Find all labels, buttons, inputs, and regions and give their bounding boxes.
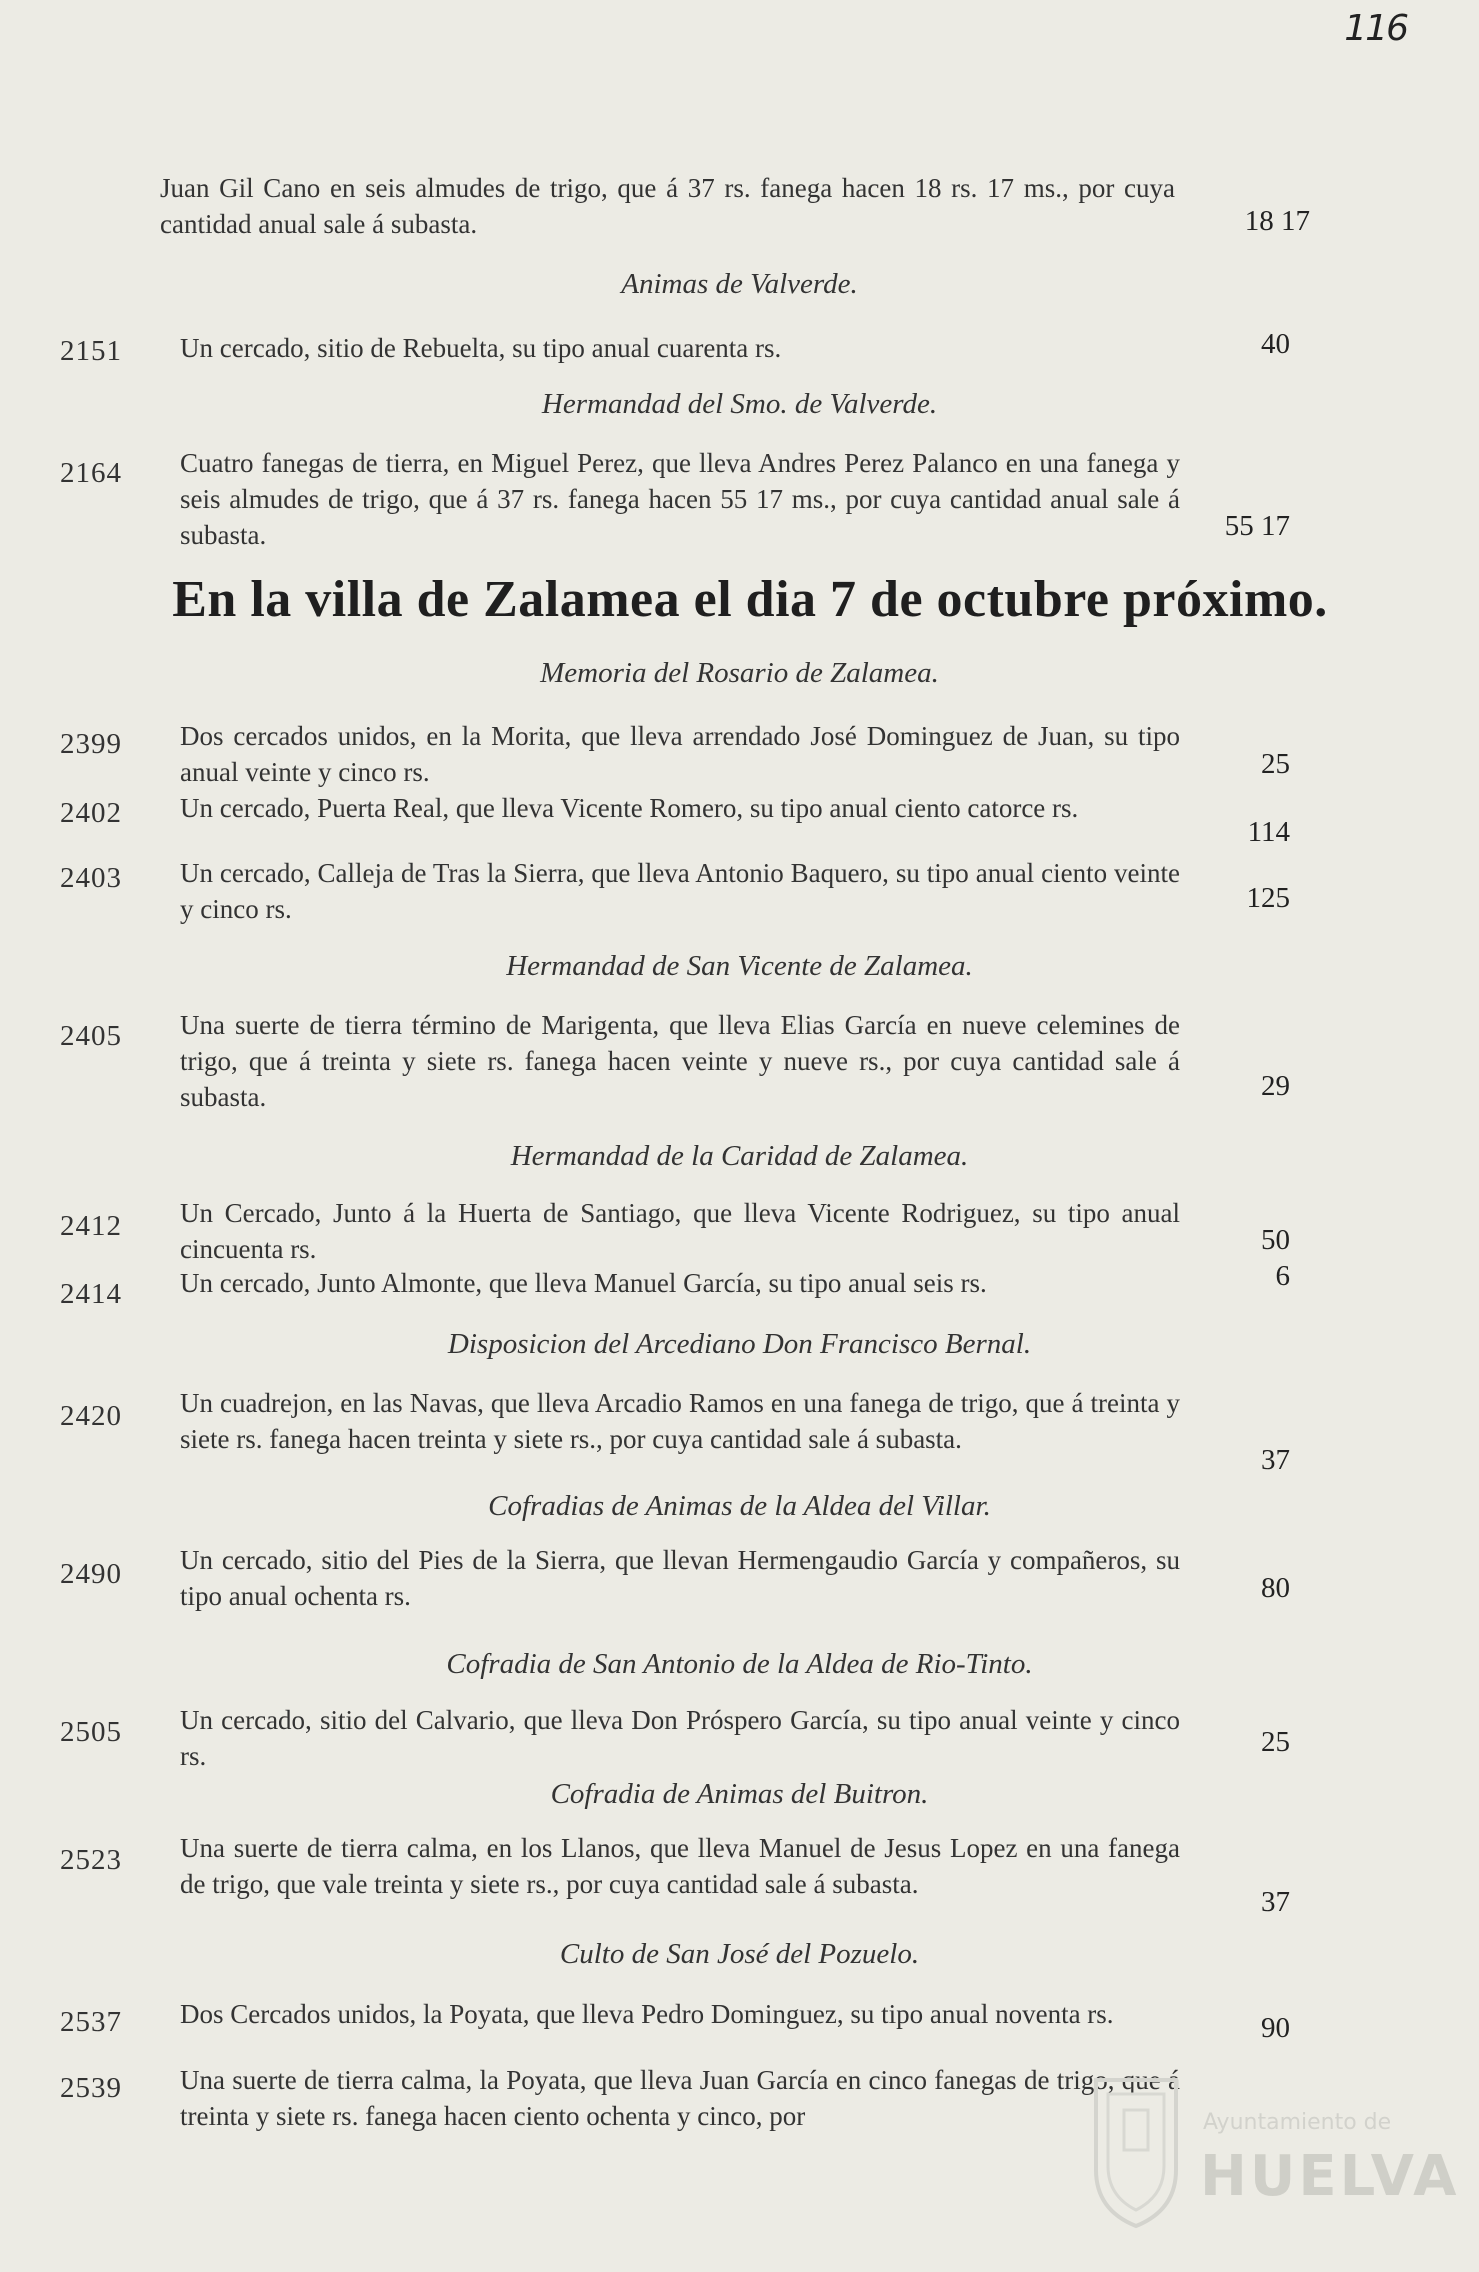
entry-text: Un cercado, sitio del Calvario, que lleva Don Próspero García, su tipo anual veinte y cinco rs. <box>180 1705 1180 1771</box>
entry-text: Un cercado, sitio de Rebuelta, su tipo anual cuarenta rs. <box>180 333 782 363</box>
entry-text: Dos Cercados unidos, la Poyata, que lleva Pedro Dominguez, su tipo anual noventa rs. <box>180 1999 1114 2029</box>
section-heading: Animas de Valverde. <box>621 268 858 300</box>
entry-amount: 25 <box>1261 1726 1290 1758</box>
watermark-line1: Ayuntamiento de <box>1203 2110 1392 2135</box>
entry-amount: 6 <box>1275 1260 1290 1292</box>
entry-number: 2420 <box>60 1400 122 1432</box>
entry-text: Un cercado, sitio del Pies de la Sierra, que llevan Hermengaudio García y compañeros, su tipo anual ochenta rs. <box>180 1545 1180 1611</box>
header-entry-text: Juan Gil Cano en seis almudes de trigo, que á 37 rs. fanega hacen 18 rs. 17 ms., por cuya cantidad anual sale á subasta. <box>160 173 1175 239</box>
header-entry-amount: 18 17 <box>1244 205 1310 237</box>
entry-text: Un cercado, Puerta Real, que lleva Vicente Romero, su tipo anual ciento catorce rs. <box>180 793 1079 823</box>
entry-number: 2539 <box>60 2072 122 2104</box>
entry-number: 2405 <box>60 1020 122 1052</box>
watermark <box>1088 2070 1460 2260</box>
entry-text: Un Cercado, Junto á la Huerta de Santiago, que lleva Vicente Rodriguez, su tipo anual cincuenta rs. <box>180 1198 1180 1264</box>
entry-text: Una suerte de tierra término de Marigenta, que lleva Elias García en nueve celemines de trigo, que á treinta y siete rs. fanega hacen veinte y nueve rs., por cuya cantidad sale á subasta. <box>180 1010 1180 1112</box>
entry-number: 2523 <box>60 1844 122 1876</box>
entry-amount: 125 <box>1246 882 1290 914</box>
entry-text: Una suerte de tierra calma, en los Llanos, que lleva Manuel de Jesus Lopez en una fanega de trigo, que vale treinta y siete rs., por cuya cantidad sale á subasta. <box>180 1833 1180 1899</box>
entry-number: 2403 <box>60 862 122 894</box>
entry-number: 2412 <box>60 1210 122 1242</box>
section-heading: Cofradia de Animas del Buitron. <box>550 1778 929 1810</box>
section-heading: Hermandad de la Caridad de Zalamea. <box>510 1140 969 1172</box>
entry-number: 2490 <box>60 1558 122 1590</box>
entry-amount: 40 <box>1261 328 1290 360</box>
entry-amount: 37 <box>1261 1886 1290 1918</box>
page-title: En la villa de Zalamea el dia 7 de octubre próximo. <box>172 571 1328 628</box>
section-heading: Hermandad del Smo. de Valverde. <box>541 388 938 420</box>
entry-number: 2151 <box>60 335 122 367</box>
entry-text: Un cuadrejon, en las Navas, que lleva Arcadio Ramos en una fanega de trigo, que á treinta y siete rs. fanega hacen treinta y siete rs., por cuya cantidad sale á subasta. <box>180 1388 1180 1454</box>
entry-text: Un cercado, Junto Almonte, que lleva Manuel García, su tipo anual seis rs. <box>180 1268 987 1298</box>
entry-text: Dos cercados unidos, en la Morita, que lleva arrendado José Dominguez de Juan, su tipo anual veinte y cinco rs. <box>180 721 1180 787</box>
entry-amount: 50 <box>1261 1224 1290 1256</box>
entry-amount: 37 <box>1261 1444 1290 1476</box>
entry-amount: 55 17 <box>1224 510 1290 542</box>
entry-amount: 80 <box>1261 1572 1290 1604</box>
section-heading: Memoria del Rosario de Zalamea. <box>540 657 939 689</box>
section-heading: Cofradia de San Antonio de la Aldea de Rio-Tinto. <box>446 1648 1033 1680</box>
section-heading: Cofradias de Animas de la Aldea del Villar. <box>488 1490 991 1522</box>
section-heading: Disposicion del Arcediano Don Francisco Bernal. <box>447 1328 1032 1360</box>
entry-amount: 90 <box>1261 2012 1290 2044</box>
entry-number: 2399 <box>60 728 122 760</box>
entry-amount: 29 <box>1261 1070 1290 1102</box>
page-number: 116 <box>1344 8 1407 49</box>
entry-text: Una suerte de tierra calma, la Poyata, que lleva Juan García en cinco fanegas de trigo, que á treinta y siete rs. fanega hacen ciento ochenta y cinco, por <box>180 2065 1180 2131</box>
entry-amount: 25 <box>1261 748 1290 780</box>
entry-number: 2414 <box>60 1278 122 1310</box>
entry-number: 2537 <box>60 2006 122 2038</box>
entry-text: Cuatro fanegas de tierra, en Miguel Perez, que lleva Andres Perez Palanco en una fanega y seis almudes de trigo, que á 37 rs. fanega hacen 55 17 ms., por cuya cantidad anual sale á subasta. <box>180 448 1180 550</box>
entry-number: 2164 <box>60 457 122 489</box>
entry-number: 2505 <box>60 1716 122 1748</box>
watermark-line2: HUELVA <box>1200 2144 1460 2209</box>
shield-icon <box>1088 2070 1184 2230</box>
entry-amount: 114 <box>1247 816 1290 848</box>
entry-text: Un cercado, Calleja de Tras la Sierra, que lleva Antonio Baquero, su tipo anual ciento veinte y cinco rs. <box>180 858 1180 924</box>
entry-number: 2402 <box>60 797 122 829</box>
section-heading: Culto de San José del Pozuelo. <box>559 1938 920 1970</box>
section-heading: Hermandad de San Vicente de Zalamea. <box>506 950 973 982</box>
